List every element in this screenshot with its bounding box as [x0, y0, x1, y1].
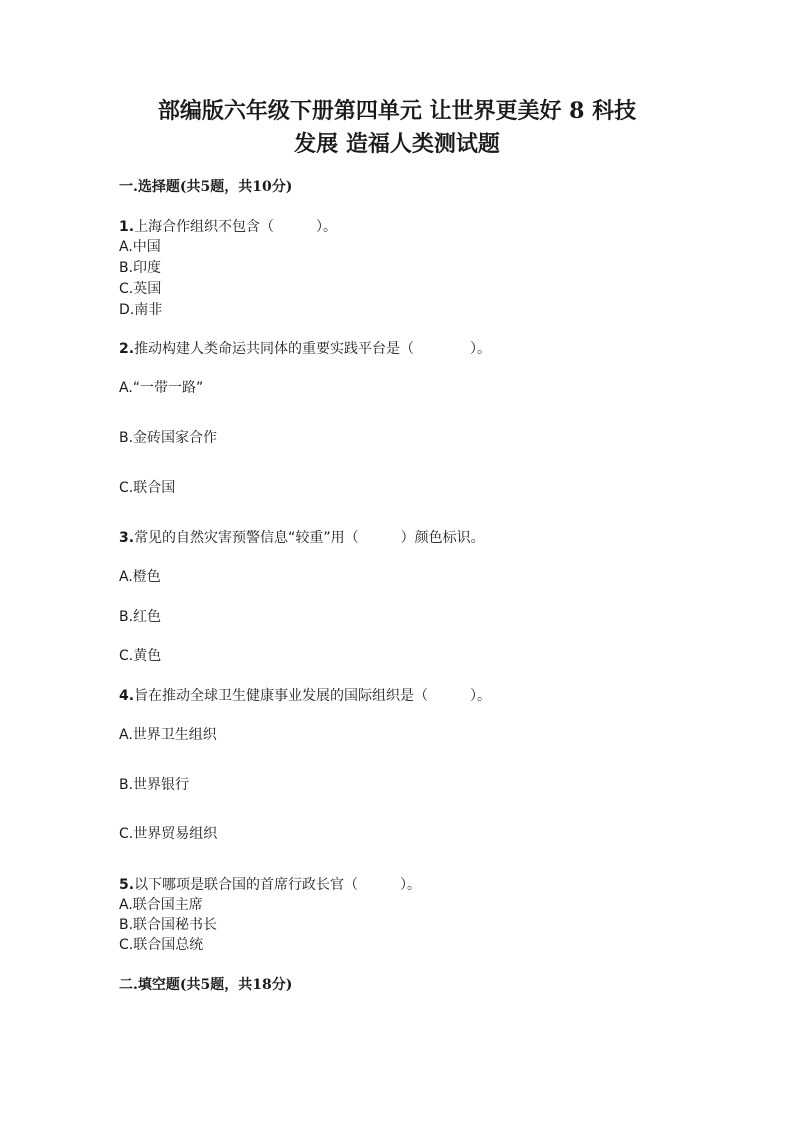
question-1-stem	[119, 217, 337, 237]
question-3-option-c: C.黄色	[119, 648, 162, 664]
question-3-option-a: A.橙色	[119, 569, 161, 585]
question-number: 5.	[119, 877, 135, 893]
question-5-option-b: B.联合国秘书长	[119, 917, 218, 933]
question-number: 3.	[119, 530, 135, 546]
question-3-option-b: B.红色	[119, 609, 162, 625]
question-2-stem	[119, 339, 491, 359]
question-5-option-c: C.联合国总统	[119, 937, 204, 953]
question-text: 上海合作组织不包含（ ）。	[134, 219, 338, 235]
question-5-option-a: A.联合国主席	[119, 897, 203, 913]
question-text: 推动构建人类命运共同体的重要实践平台是（ ）。	[134, 341, 492, 357]
section-heading-choice: 一.选择题(共5题，共10分)	[119, 179, 293, 195]
question-text: 常见的自然灾害预警信息“较重”用（ ）颜色标识。	[134, 530, 485, 546]
question-text: 旨在推动全球卫生健康事业发展的国际组织是（ ）。	[134, 688, 492, 704]
question-1-option-a: A.中国	[119, 239, 161, 255]
document-title-line-2: 发展 造福人类测试题	[294, 131, 500, 157]
question-5-stem	[119, 875, 421, 895]
question-3-stem	[119, 528, 485, 548]
question-text: 以下哪项是联合国的首席行政长官（ ）。	[134, 877, 422, 893]
question-4-option-b: B.世界银行	[119, 777, 190, 793]
question-2-option-a: A.“一带一路”	[119, 380, 204, 396]
question-4-option-c: C.世界贸易组织	[119, 826, 218, 842]
question-1-option-b: B.印度	[119, 260, 162, 276]
question-number: 2.	[119, 341, 135, 357]
question-2-option-c: C.联合国	[119, 480, 176, 496]
question-1-option-d: D.南非	[119, 302, 163, 318]
section-heading-fill-blank: 二.填空题(共5题，共18分)	[119, 977, 293, 993]
question-number: 4.	[119, 688, 135, 704]
question-4-option-a: A.世界卫生组织	[119, 727, 217, 743]
question-4-stem	[119, 686, 491, 706]
question-1-option-c: C.英国	[119, 281, 162, 297]
document-title-line-1: 部编版六年级下册第四单元 让世界更美好 8 科技	[157, 98, 637, 124]
question-2-option-b: B.金砖国家合作	[119, 430, 218, 446]
question-number: 1.	[119, 219, 135, 235]
